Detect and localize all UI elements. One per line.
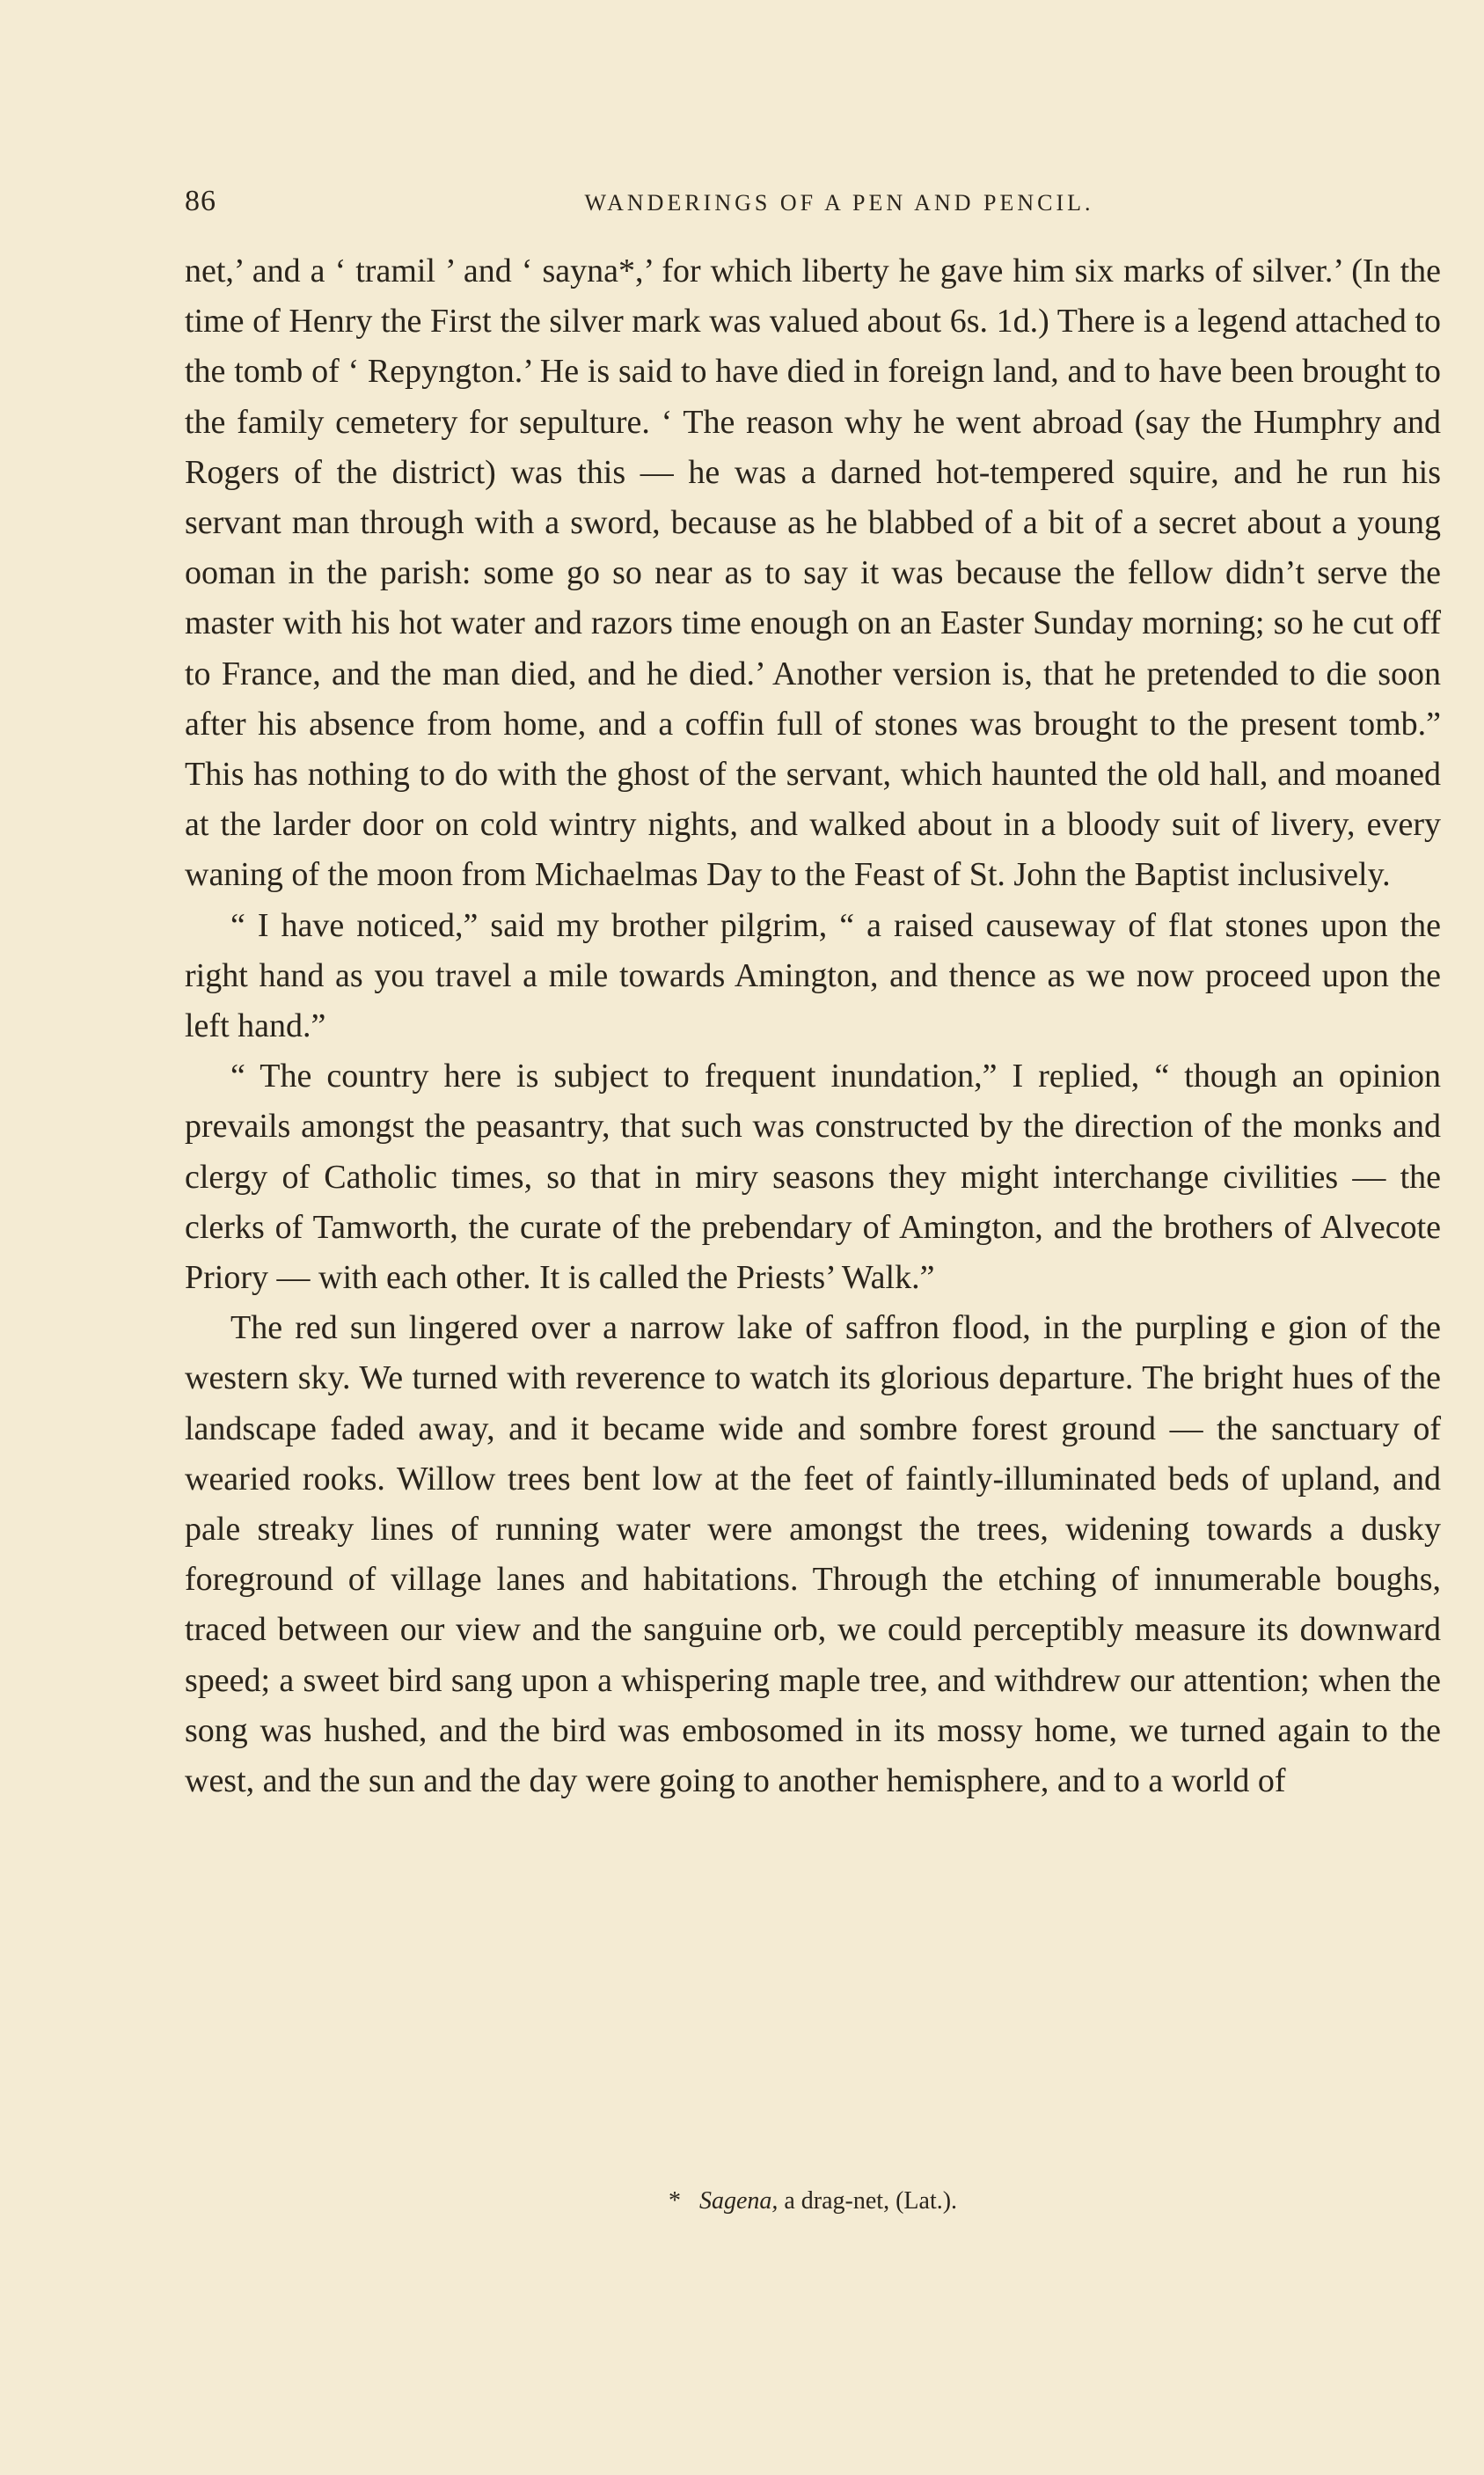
footnote-text: a drag-net, (Lat.). — [784, 2187, 958, 2215]
paragraph: “ I have noticed,” said my brother pilgrim, “ a raised causeway of flat stones upon the right hand as you travel a mile towards Amington, and thence as we now proceed upon the left hand.” — [185, 906, 1441, 1045]
page-number: 86 — [185, 185, 216, 217]
paragraph: net,’ and a ‘ tramil ’ and ‘ sayna*,’ for which liberty he gave him six marks of silver.’ (In the time of Henry the First the silver mark was valued about 6s. 1d.) There is a legend attached to the tomb of ‘ Repyngton.’ He is said to have died in foreign land, and to have been brought to the family cemetery for sepulture. ‘ The reason why he went abroad (say the Humphry and Rogers of the district) was this — he was a darned hot-tempered squire, and he run his servant man through with a sword, because as he blabbed of a bit of a secret about a young ooman in the parish: some go so near as to say it was because the fellow didn’t serve the master with his hot water and razors time enough on an Easter Sunday morning; so he cut off to France, and the man died, and he died.’ Another version is, that he pretended to die soon after his absence from home, and a coffin full of stones was brought to the present tomb.” This has nothing to do with the ghost of the servant, which haunted the old hall, and moaned at the larder door on cold wintry nights, and walked about in a bloody suit of livery, every waning of the moon from Michaelmas Day to the Feast of St. John the Baptist inclusively. — [185, 253, 1441, 894]
footnote-marker: * — [668, 2187, 681, 2215]
running-head — [185, 185, 1441, 220]
paragraph: The red sun lingered over a narrow lake of saffron flood, in the purpling e gion of the western sky. We turned with reverence to watch its glorious departure. The bright hues of the landscape faded away, and it became wide and sombre forest ground — the sanctuary of wearied rooks. Willow trees bent low at the feet of faintly-illuminated beds of upland, and pale streaky lines of running water were amongst the trees, widening towards a dusky foreground of village lanes and habitations. Through the etching of innumerable boughs, traced between our view and the sanguine orb, we could perceptibly measure its downward speed; a sweet bird sang upon a whispering maple tree, and withdrew our attention; when the song was hushed, and the bird was embosomed in its mossy home, we turned again to the west, and the sun and the day were going to another hemisphere, and to a world of — [185, 1309, 1441, 1800]
footnote — [185, 2187, 1441, 2215]
footnote-term: Sagena, — [698, 2187, 779, 2215]
body-text — [185, 246, 1441, 1806]
running-title: WANDERINGS OF A PEN AND PENCIL. — [584, 190, 1094, 216]
paragraph: “ The country here is subject to frequent inundation,” I replied, “ though an opinion prevails amongst the peasantry, that such was constructed by the direction of the monks and clergy of Catholic times, so that in miry seasons they might interchange civilities — the clerks of Tamworth, the curate of the prebendary of Amington, and the brothers of Alvecote Priory — with each other. It is called the Priests’ Walk.” — [185, 1058, 1441, 1297]
